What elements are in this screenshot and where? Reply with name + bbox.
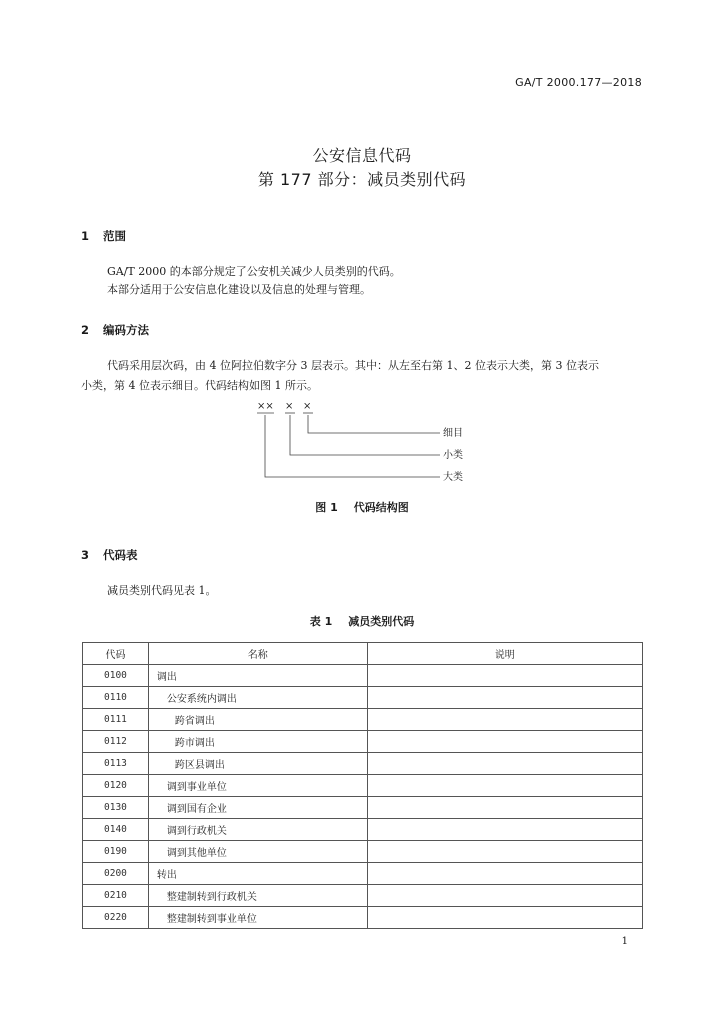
section-title: 范围 bbox=[103, 229, 126, 243]
note-cell bbox=[367, 841, 642, 863]
note-cell bbox=[367, 687, 642, 709]
section-title: 代码表 bbox=[103, 548, 138, 562]
section-3-paragraph: 减员类别代码见表 1。 bbox=[107, 584, 217, 597]
table-caption-number: 表 1 bbox=[309, 615, 333, 628]
note-cell bbox=[367, 775, 642, 797]
name-cell: 调到行政机关 bbox=[148, 819, 367, 841]
name-cell: 公安系统内调出 bbox=[148, 687, 367, 709]
table-row bbox=[83, 709, 643, 731]
code-cell: 0190 bbox=[83, 841, 149, 863]
section-number: 3 bbox=[81, 548, 90, 562]
major-leader-line bbox=[265, 415, 440, 477]
table-row bbox=[83, 687, 643, 709]
code-cell: 0210 bbox=[83, 885, 149, 907]
table-row bbox=[83, 907, 643, 929]
header-note: 说明 bbox=[367, 643, 642, 665]
document-title-line2: 第 177 部分：减员类别代码 bbox=[257, 170, 467, 189]
name-cell: 转出 bbox=[148, 863, 367, 885]
table-row bbox=[83, 819, 643, 841]
detail-symbol: × bbox=[303, 401, 312, 412]
name-cell: 整建制转到事业单位 bbox=[148, 907, 367, 929]
name-cell: 跨市调出 bbox=[148, 731, 367, 753]
reduction-category-code-table bbox=[82, 642, 643, 929]
section-2-paragraph-line-1: 代码采用层次码，由 4 位阿拉伯数字分 3 层表示。其中：从左至右第 1、2 位表示大类，第 3 位表示 bbox=[107, 359, 599, 372]
table-header-row bbox=[83, 643, 643, 665]
code-cell: 0100 bbox=[83, 665, 149, 687]
header-name: 名称 bbox=[148, 643, 367, 665]
note-cell bbox=[367, 753, 642, 775]
detail-label: 细目 bbox=[443, 428, 463, 439]
table-caption bbox=[0, 613, 724, 629]
table-row bbox=[83, 775, 643, 797]
code-cell: 0112 bbox=[83, 731, 149, 753]
minor-label: 小类 bbox=[443, 450, 463, 461]
name-cell: 调到其他单位 bbox=[148, 841, 367, 863]
code-cell: 0113 bbox=[83, 753, 149, 775]
header-code: 代码 bbox=[83, 643, 149, 665]
note-cell bbox=[367, 709, 642, 731]
section-2-heading bbox=[81, 322, 149, 338]
name-cell: 调到国有企业 bbox=[148, 797, 367, 819]
major-class-symbol: ×× bbox=[257, 401, 274, 412]
table-row bbox=[83, 753, 643, 775]
section-number: 2 bbox=[81, 323, 90, 337]
name-cell: 调出 bbox=[148, 665, 367, 687]
minor-class-symbol: × bbox=[285, 401, 294, 412]
page-number: 1 bbox=[621, 936, 628, 947]
code-cell: 0220 bbox=[83, 907, 149, 929]
table-row bbox=[83, 797, 643, 819]
section-number: 1 bbox=[81, 229, 90, 243]
figure-caption-number: 图 1 bbox=[315, 501, 338, 514]
code-cell: 0110 bbox=[83, 687, 149, 709]
minor-leader-line bbox=[290, 415, 440, 455]
section-title: 编码方法 bbox=[103, 323, 149, 337]
name-cell: 整建制转到行政机关 bbox=[148, 885, 367, 907]
note-cell bbox=[367, 907, 642, 929]
note-cell bbox=[367, 863, 642, 885]
note-cell bbox=[367, 797, 642, 819]
table-row bbox=[83, 863, 643, 885]
code-cell: 0200 bbox=[83, 863, 149, 885]
code-cell: 0120 bbox=[83, 775, 149, 797]
document-title-line1: 公安信息代码 bbox=[312, 146, 412, 165]
note-cell bbox=[367, 819, 642, 841]
name-cell: 跨省调出 bbox=[148, 709, 367, 731]
table-row bbox=[83, 841, 643, 863]
name-cell: 调到事业单位 bbox=[148, 775, 367, 797]
section-2-paragraph-line-2: 小类，第 4 位表示细目。代码结构如图 1 所示。 bbox=[81, 379, 318, 392]
table-row bbox=[83, 665, 643, 687]
table-row bbox=[83, 885, 643, 907]
figure-caption-text: 代码结构图 bbox=[353, 501, 409, 514]
table-caption-text: 减员类别代码 bbox=[348, 615, 415, 628]
code-cell: 0130 bbox=[83, 797, 149, 819]
note-cell bbox=[367, 731, 642, 753]
name-cell: 跨区县调出 bbox=[148, 753, 367, 775]
table-row bbox=[83, 731, 643, 753]
note-cell bbox=[367, 665, 642, 687]
detail-leader-line bbox=[308, 415, 440, 433]
section-1-heading bbox=[81, 228, 126, 244]
section-3-heading bbox=[81, 547, 138, 563]
major-label: 大类 bbox=[443, 472, 463, 483]
code-structure-diagram bbox=[0, 398, 724, 488]
code-cell: 0140 bbox=[83, 819, 149, 841]
section-1-paragraph-2: 本部分适用于公安信息化建设以及信息的处理与管理。 bbox=[107, 283, 371, 296]
note-cell bbox=[367, 885, 642, 907]
standard-number: GA/T 2000.177—2018 bbox=[515, 76, 642, 89]
code-cell: 0111 bbox=[83, 709, 149, 731]
table-body bbox=[83, 665, 643, 929]
figure-caption bbox=[0, 499, 724, 515]
section-1-paragraph-1: GA/T 2000 的本部分规定了公安机关减少人员类别的代码。 bbox=[107, 265, 401, 278]
